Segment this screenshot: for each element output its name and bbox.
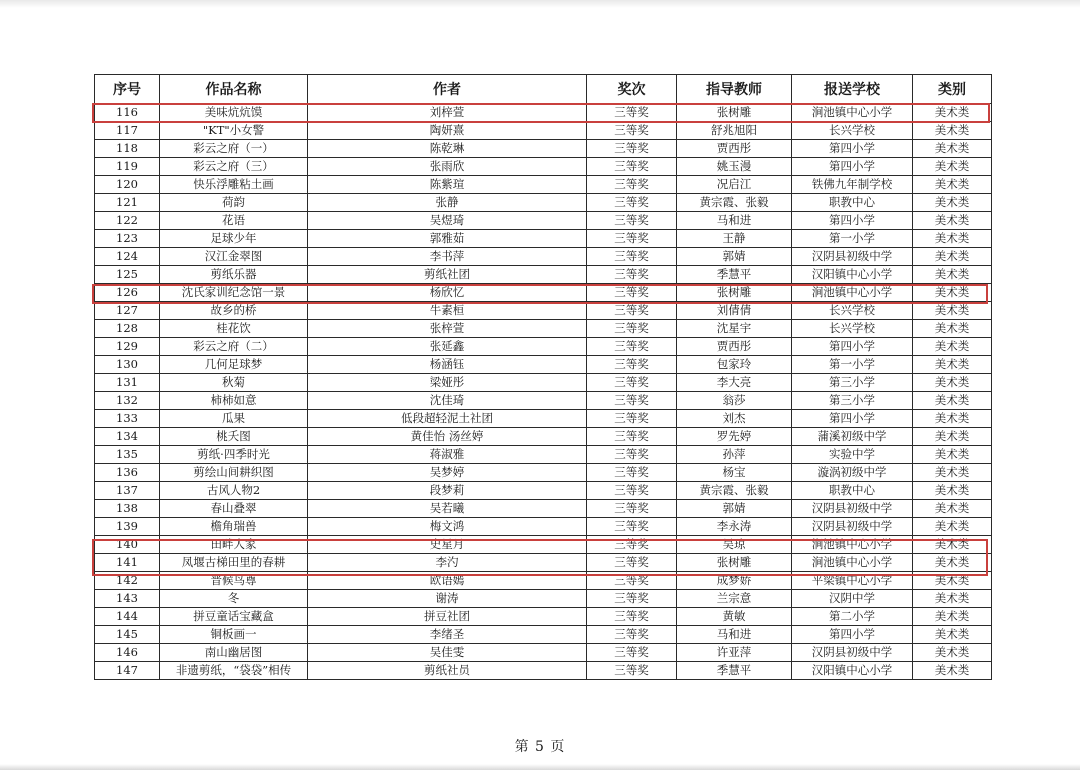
cell-award: 三等奖 [587,176,677,194]
cell-author: 剪纸社团 [308,266,587,284]
table-row [95,338,992,356]
cell-title: 春山叠翠 [160,500,308,518]
cell-serial: 127 [95,302,160,320]
header-category: 类别 [913,75,992,104]
cell-school: 涧池镇中心小学 [792,536,913,554]
cell-award: 三等奖 [587,644,677,662]
cell-serial: 141 [95,554,160,572]
cell-category: 美术类 [913,194,992,212]
header-award: 奖次 [587,75,677,104]
cell-category: 美术类 [913,356,992,374]
cell-serial: 139 [95,518,160,536]
cell-serial: 122 [95,212,160,230]
cell-award: 三等奖 [587,122,677,140]
cell-author: 张延鑫 [308,338,587,356]
cell-award: 三等奖 [587,104,677,122]
table-row [95,212,992,230]
table-row [95,482,992,500]
cell-author: 李书萍 [308,248,587,266]
cell-title: 剪纸·四季时光 [160,446,308,464]
cell-serial: 128 [95,320,160,338]
cell-school: 汉阳镇中心小学 [792,662,913,680]
cell-award: 三等奖 [587,194,677,212]
cell-author: 低段超轻泥土社团 [308,410,587,428]
header-school: 报送学校 [792,75,913,104]
cell-serial: 130 [95,356,160,374]
cell-teacher: 黄宗霞、张毅 [677,482,792,500]
cell-teacher: 郭婧 [677,248,792,266]
cell-teacher: 王静 [677,230,792,248]
table-row [95,410,992,428]
table-row [95,320,992,338]
page-number: 第 5 页 [514,739,566,755]
header-row [95,75,992,104]
cell-school: 汉阴县初级中学 [792,248,913,266]
cell-award: 三等奖 [587,284,677,302]
table-row [95,230,992,248]
cell-teacher: 沈星宇 [677,320,792,338]
cell-school: 涧池镇中心小学 [792,554,913,572]
cell-serial: 125 [95,266,160,284]
cell-category: 美术类 [913,338,992,356]
cell-author: 史星月 [308,536,587,554]
cell-teacher: 张树雕 [677,284,792,302]
cell-category: 美术类 [913,572,992,590]
cell-category: 美术类 [913,212,992,230]
cell-title: 冬 [160,590,308,608]
cell-teacher: 黄敏 [677,608,792,626]
cell-title: 彩云之府（一） [160,140,308,158]
cell-award: 三等奖 [587,266,677,284]
cell-category: 美术类 [913,158,992,176]
cell-school: 第四小学 [792,140,913,158]
cell-serial: 142 [95,572,160,590]
cell-school: 职教中心 [792,194,913,212]
cell-teacher: 成梦娇 [677,572,792,590]
cell-award: 三等奖 [587,518,677,536]
cell-teacher: 罗先婷 [677,428,792,446]
cell-school: 汉阴县初级中学 [792,500,913,518]
cell-category: 美术类 [913,140,992,158]
table-row [95,590,992,608]
cell-school: 汉阴县初级中学 [792,518,913,536]
cell-category: 美术类 [913,626,992,644]
cell-award: 三等奖 [587,140,677,158]
cell-award: 三等奖 [587,482,677,500]
cell-award: 三等奖 [587,590,677,608]
cell-school: 实验中学 [792,446,913,464]
cell-school: 长兴学校 [792,122,913,140]
cell-teacher: 季慧平 [677,266,792,284]
cell-author: 杨涵钰 [308,356,587,374]
cell-school: 第一小学 [792,356,913,374]
cell-author: 欧语嫣 [308,572,587,590]
cell-author: 段梦莉 [308,482,587,500]
cell-author: 沈佳琦 [308,392,587,410]
cell-category: 美术类 [913,266,992,284]
cell-award: 三等奖 [587,230,677,248]
header-title: 作品名称 [160,75,308,104]
cell-author: 剪纸社员 [308,662,587,680]
cell-award: 三等奖 [587,464,677,482]
table-row [95,428,992,446]
cell-title: 柿柿如意 [160,392,308,410]
cell-award: 三等奖 [587,536,677,554]
cell-category: 美术类 [913,284,992,302]
cell-title: 荷韵 [160,194,308,212]
cell-award: 三等奖 [587,662,677,680]
cell-title: 剪绘山间耕织图 [160,464,308,482]
cell-author: 陈乾琳 [308,140,587,158]
cell-author: 杨欣忆 [308,284,587,302]
cell-school: 蒲溪初级中学 [792,428,913,446]
cell-school: 第一小学 [792,230,913,248]
cell-author: 梁娅彤 [308,374,587,392]
cell-author: 蒋淑雅 [308,446,587,464]
cell-school: 第二小学 [792,608,913,626]
cell-author: 陈紫瑄 [308,176,587,194]
cell-author: 黄佳怡 汤丝婷 [308,428,587,446]
cell-serial: 131 [95,374,160,392]
cell-school: 汉阳镇中心小学 [792,266,913,284]
cell-serial: 138 [95,500,160,518]
cell-teacher: 黄宗霞、张毅 [677,194,792,212]
cell-award: 三等奖 [587,392,677,410]
cell-category: 美术类 [913,662,992,680]
cell-school: 第三小学 [792,392,913,410]
cell-title: 田畔人家 [160,536,308,554]
cell-school: 第四小学 [792,626,913,644]
cell-title: 晋候鸟尊 [160,572,308,590]
cell-category: 美术类 [913,464,992,482]
cell-award: 三等奖 [587,428,677,446]
cell-serial: 136 [95,464,160,482]
table-row [95,284,992,302]
table-row [95,104,992,122]
cell-title: 剪纸乐器 [160,266,308,284]
cell-serial: 135 [95,446,160,464]
table-row [95,158,992,176]
cell-category: 美术类 [913,410,992,428]
cell-category: 美术类 [913,230,992,248]
cell-title: 故乡的桥 [160,302,308,320]
cell-serial: 145 [95,626,160,644]
cell-category: 美术类 [913,302,992,320]
cell-school: 汉阴县初级中学 [792,644,913,662]
cell-title: 非遗剪纸，“袋袋”相传 [160,662,308,680]
table-row [95,554,992,572]
cell-serial: 134 [95,428,160,446]
cell-teacher: 郭婧 [677,500,792,518]
cell-serial: 146 [95,644,160,662]
header-author: 作者 [308,75,587,104]
cell-teacher: 张树雕 [677,104,792,122]
cell-award: 三等奖 [587,554,677,572]
table-row [95,140,992,158]
cell-school: 长兴学校 [792,320,913,338]
cell-category: 美术类 [913,608,992,626]
cell-serial: 143 [95,590,160,608]
cell-title: 汉江金翠图 [160,248,308,266]
cell-school: 第四小学 [792,158,913,176]
cell-author: 李绪圣 [308,626,587,644]
cell-title: 拼豆童话宝藏盒 [160,608,308,626]
cell-author: 吴若曦 [308,500,587,518]
cell-award: 三等奖 [587,248,677,266]
cell-author: 陶妍熹 [308,122,587,140]
cell-school: 第四小学 [792,212,913,230]
cell-school: 涧池镇中心小学 [792,284,913,302]
cell-school: 第四小学 [792,410,913,428]
cell-school: 平梁镇中心小学 [792,572,913,590]
award-table [94,74,992,680]
header-teacher: 指导教师 [677,75,792,104]
cell-teacher: 季慧平 [677,662,792,680]
cell-award: 三等奖 [587,374,677,392]
cell-title: 桃夭图 [160,428,308,446]
cell-teacher: 翁莎 [677,392,792,410]
cell-author: 梅文鸿 [308,518,587,536]
cell-award: 三等奖 [587,572,677,590]
cell-author: 郭雅茹 [308,230,587,248]
cell-teacher: 况启江 [677,176,792,194]
table-row [95,644,992,662]
cell-award: 三等奖 [587,608,677,626]
table-row [95,446,992,464]
cell-author: 拼豆社团 [308,608,587,626]
cell-title: 彩云之府（三） [160,158,308,176]
cell-serial: 123 [95,230,160,248]
cell-award: 三等奖 [587,626,677,644]
cell-category: 美术类 [913,392,992,410]
cell-category: 美术类 [913,482,992,500]
cell-author: 吴煜琦 [308,212,587,230]
cell-award: 三等奖 [587,320,677,338]
cell-serial: 121 [95,194,160,212]
cell-title: 沈氏家训纪念馆一景 [160,284,308,302]
table-row [95,176,992,194]
table-row [95,536,992,554]
cell-serial: 133 [95,410,160,428]
cell-author: 张雨欣 [308,158,587,176]
table-row [95,356,992,374]
cell-title: 美味炕炕馍 [160,104,308,122]
table-row [95,374,992,392]
cell-title: 桂花饮 [160,320,308,338]
cell-teacher: 李大亮 [677,374,792,392]
cell-serial: 147 [95,662,160,680]
table-body [95,104,992,680]
cell-teacher: 姚玉漫 [677,158,792,176]
cell-award: 三等奖 [587,212,677,230]
cell-author: 李汋 [308,554,587,572]
cell-author: 谢涛 [308,590,587,608]
cell-category: 美术类 [913,500,992,518]
cell-teacher: 李永涛 [677,518,792,536]
table-row [95,122,992,140]
cell-category: 美术类 [913,428,992,446]
table-row [95,194,992,212]
cell-title: 凤堰古梯田里的春耕 [160,554,308,572]
cell-title: 快乐浮雕粘土画 [160,176,308,194]
cell-school: 职教中心 [792,482,913,500]
cell-author: 张梓萱 [308,320,587,338]
cell-award: 三等奖 [587,302,677,320]
cell-teacher: 贾西彤 [677,338,792,356]
cell-award: 三等奖 [587,338,677,356]
cell-school: 第四小学 [792,338,913,356]
cell-award: 三等奖 [587,500,677,518]
cell-teacher: 马和进 [677,626,792,644]
cell-serial: 132 [95,392,160,410]
cell-award: 三等奖 [587,410,677,428]
cell-school: 汉阴中学 [792,590,913,608]
cell-category: 美术类 [913,176,992,194]
cell-award: 三等奖 [587,446,677,464]
cell-category: 美术类 [913,536,992,554]
cell-teacher: 马和进 [677,212,792,230]
cell-category: 美术类 [913,122,992,140]
cell-serial: 144 [95,608,160,626]
cell-author: 刘梓萱 [308,104,587,122]
cell-serial: 117 [95,122,160,140]
table-row [95,608,992,626]
cell-title: 南山幽居图 [160,644,308,662]
table-row [95,302,992,320]
cell-title: "KT"小女警 [160,122,308,140]
cell-author: 牛素桓 [308,302,587,320]
cell-author: 张静 [308,194,587,212]
cell-teacher: 吴琼 [677,536,792,554]
cell-title: 花语 [160,212,308,230]
cell-author: 吴梦婷 [308,464,587,482]
cell-school: 铁佛九年制学校 [792,176,913,194]
cell-teacher: 刘倩倩 [677,302,792,320]
cell-award: 三等奖 [587,356,677,374]
table-row [95,572,992,590]
cell-teacher: 兰宗意 [677,590,792,608]
table-row [95,248,992,266]
cell-serial: 118 [95,140,160,158]
table-row [95,626,992,644]
cell-serial: 129 [95,338,160,356]
cell-serial: 126 [95,284,160,302]
cell-category: 美术类 [913,374,992,392]
cell-teacher: 孙萍 [677,446,792,464]
cell-teacher: 刘杰 [677,410,792,428]
cell-school: 涧池镇中心小学 [792,104,913,122]
cell-author: 吴佳雯 [308,644,587,662]
cell-category: 美术类 [913,446,992,464]
table-row [95,500,992,518]
cell-award: 三等奖 [587,158,677,176]
table-row [95,266,992,284]
cell-title: 足球少年 [160,230,308,248]
cell-title: 古风人物2 [160,482,308,500]
cell-teacher: 杨宝 [677,464,792,482]
cell-category: 美术类 [913,104,992,122]
cell-school: 第三小学 [792,374,913,392]
cell-serial: 116 [95,104,160,122]
table-row [95,518,992,536]
cell-serial: 140 [95,536,160,554]
cell-school: 漩涡初级中学 [792,464,913,482]
cell-serial: 119 [95,158,160,176]
cell-title: 瓜果 [160,410,308,428]
cell-category: 美术类 [913,554,992,572]
cell-teacher: 包家玲 [677,356,792,374]
table-row [95,392,992,410]
cell-serial: 137 [95,482,160,500]
cell-serial: 124 [95,248,160,266]
cell-teacher: 舒兆旭阳 [677,122,792,140]
cell-category: 美术类 [913,320,992,338]
cell-title: 铜板画一 [160,626,308,644]
cell-title: 秋菊 [160,374,308,392]
cell-title: 檐角瑞兽 [160,518,308,536]
page-bottom-edge [0,764,1080,770]
cell-teacher: 张树雕 [677,554,792,572]
cell-school: 长兴学校 [792,302,913,320]
cell-category: 美术类 [913,644,992,662]
cell-category: 美术类 [913,518,992,536]
table-row [95,662,992,680]
page-top-edge [0,0,1080,8]
cell-category: 美术类 [913,590,992,608]
header-serial: 序号 [95,75,160,104]
cell-title: 几何足球梦 [160,356,308,374]
cell-category: 美术类 [913,248,992,266]
cell-serial: 120 [95,176,160,194]
cell-teacher: 贾西彤 [677,140,792,158]
cell-title: 彩云之府（二） [160,338,308,356]
cell-teacher: 许亚萍 [677,644,792,662]
table-row [95,464,992,482]
